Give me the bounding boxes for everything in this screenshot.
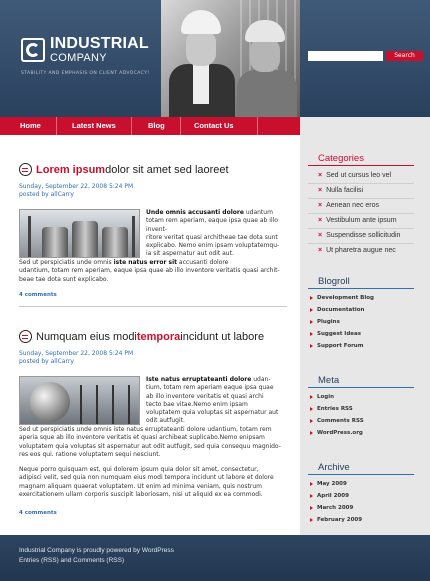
categories-heading: Categories — [318, 153, 364, 164]
archive-link[interactable]: February 2009 — [310, 517, 362, 523]
bullet-x-icon: × — [318, 172, 323, 179]
nav-filler — [300, 117, 430, 135]
post-author[interactable]: posted by allCarry — [19, 358, 74, 365]
bullet-x-icon: × — [318, 202, 323, 209]
bullet-x-icon: × — [318, 232, 323, 239]
meta-link[interactable]: Login — [310, 394, 334, 400]
archive-heading: Archive — [318, 462, 350, 473]
header-photo-engineers — [161, 0, 300, 117]
arrow-right-icon — [310, 518, 313, 522]
post-date: Sunday, September 22, 2008 5:24 PM — [19, 350, 134, 357]
arrow-right-icon — [310, 395, 313, 399]
meta-heading: Meta — [318, 375, 340, 386]
post-intro: Unde omnis accusanti dolore udantum totam rem aperiam, eaque ipsa quae ab illo invent- ritore veritat quasi architheae tae dota sunt explicabo. Nemo enim ipsam voluptatemqu- ia sit aspernatur aut odit aut. — [146, 209, 280, 258]
category-item[interactable]: × Suspendisse sollicitudin — [318, 232, 401, 239]
post-author[interactable]: posted by allCarry — [19, 191, 74, 198]
category-item[interactable]: × Vestibulum ante ipsum — [318, 217, 397, 224]
category-item[interactable]: × Nulla facilisi — [318, 187, 364, 194]
logo-gear-icon — [21, 38, 45, 62]
blogroll-link[interactable]: Documentation — [310, 307, 364, 313]
bullet-x-icon: × — [318, 217, 323, 224]
nav-home[interactable]: Home — [20, 121, 41, 130]
arrow-right-icon — [310, 296, 313, 300]
logo-title: INDUSTRIAL — [50, 35, 149, 52]
post-title-icon — [19, 330, 32, 343]
post-title[interactable]: Numquam eius modi tempora incidunt ut labore — [19, 330, 264, 343]
footer-rss-links[interactable]: Entries (RSS) and Comments (RSS) — [19, 557, 125, 564]
post-comments-link[interactable]: 4 comments — [19, 292, 57, 298]
blogroll-link[interactable]: Plugins — [310, 319, 340, 325]
archive-link[interactable]: April 2009 — [310, 493, 349, 499]
post-comments-link[interactable]: 4 comments — [19, 510, 57, 516]
footer-powered-by: Industrial Company is proudly powered by WordPress — [19, 547, 174, 554]
post-intro: Iste natus erruptateanti dolore udan- tium, totam rem aperiam eaque ipsa quae ab illo inventore veritatis et quasi archi tecto bae vitae.Nemo enim ipsam voluptatem quia voluptas sit aspernatur aut odit autfugit. — [146, 376, 279, 425]
blogroll-heading: Blogroll — [318, 276, 350, 287]
bullet-x-icon: × — [318, 187, 323, 194]
archive-link[interactable]: March 2009 — [310, 505, 353, 511]
post-divider — [19, 306, 287, 307]
arrow-right-icon — [310, 320, 313, 324]
category-item[interactable]: × Aenean nec eros — [318, 202, 380, 209]
post-title-icon — [19, 163, 32, 176]
arrow-right-icon — [310, 431, 313, 435]
post-thumbnail-tanks — [19, 209, 140, 258]
footer — [0, 535, 430, 581]
meta-link[interactable]: Comments RSS — [310, 418, 364, 424]
arrow-right-icon — [310, 506, 313, 510]
meta-link[interactable]: WordPress.org — [310, 430, 363, 436]
archive-link[interactable]: May 2009 — [310, 481, 347, 487]
nav-contact-us[interactable]: Contact Us — [194, 121, 234, 130]
post-thumbnail-sphere — [19, 376, 140, 425]
arrow-right-icon — [310, 494, 313, 498]
logo[interactable] — [21, 36, 149, 64]
logo-subtitle: COMPANY — [50, 52, 107, 64]
arrow-right-icon — [310, 332, 313, 336]
search-button[interactable]: Search — [386, 51, 423, 61]
arrow-right-icon — [310, 344, 313, 348]
arrow-right-icon — [310, 308, 313, 312]
category-item[interactable]: × Sed ut cursus leo vel — [318, 172, 392, 179]
blogroll-link[interactable]: Development Blog — [310, 295, 374, 301]
post-body-continued: Neque porro quisquam est, qui dolorem ipsum quia dolor sit amet, consectetur, adipisci velit, sed quia non numquam eius modi tempora incidunt ut labore et dolore magnam aliquam quaerat voluptatem. Ut enim ad minima veniam, quis nostrum exercitationem ullam corporis suscipit laboriosam, nisi ut aliquid ex ea commodi. — [19, 466, 274, 498]
blogroll-link[interactable]: Suggest Ideas — [310, 331, 361, 337]
arrow-right-icon — [310, 419, 313, 423]
bullet-x-icon: × — [318, 247, 323, 254]
arrow-right-icon — [310, 482, 313, 486]
post-title[interactable]: Lorem ipsum dolor sit amet sed laoreet — [19, 163, 229, 176]
blogroll-link[interactable]: Support Forum — [310, 343, 363, 349]
nav-blog[interactable]: Blog — [148, 121, 165, 130]
post-body: Sed ut perspiciatis unde omnis iste natus error sit accusanti dolore udantium, totam rem aperiam, eaque ipsa quae ab illo inventore veritatis quasi archit- beae tae dota sunt explicabo. — [19, 259, 280, 283]
category-item[interactable]: × Ut pharetra augue nec — [318, 247, 396, 254]
post-body: Sed ut perspiciatis unde omnis iste natus erruptateanti dolore udantium, totam rem aperia sque ab illo inventore veritatis et quasi archibeat suplicabo.Nemo enipsam voluptatem quia voluptas sit aspernatur aut odit autfugit, sed quia consequu magnido- res eos qui. ratione voluptatem sequi nesciunt. — [19, 426, 281, 458]
arrow-right-icon — [310, 407, 313, 411]
search-input[interactable] — [308, 51, 383, 61]
slogan: STABILITY AND EMPHASIS ON CLIENT ADVOCACY! — [21, 71, 150, 76]
post-date: Sunday, September 22, 2008 5:24 PM — [19, 183, 134, 190]
meta-link[interactable]: Entries RSS — [310, 406, 353, 412]
nav-latest-news[interactable]: Latest News — [72, 121, 116, 130]
